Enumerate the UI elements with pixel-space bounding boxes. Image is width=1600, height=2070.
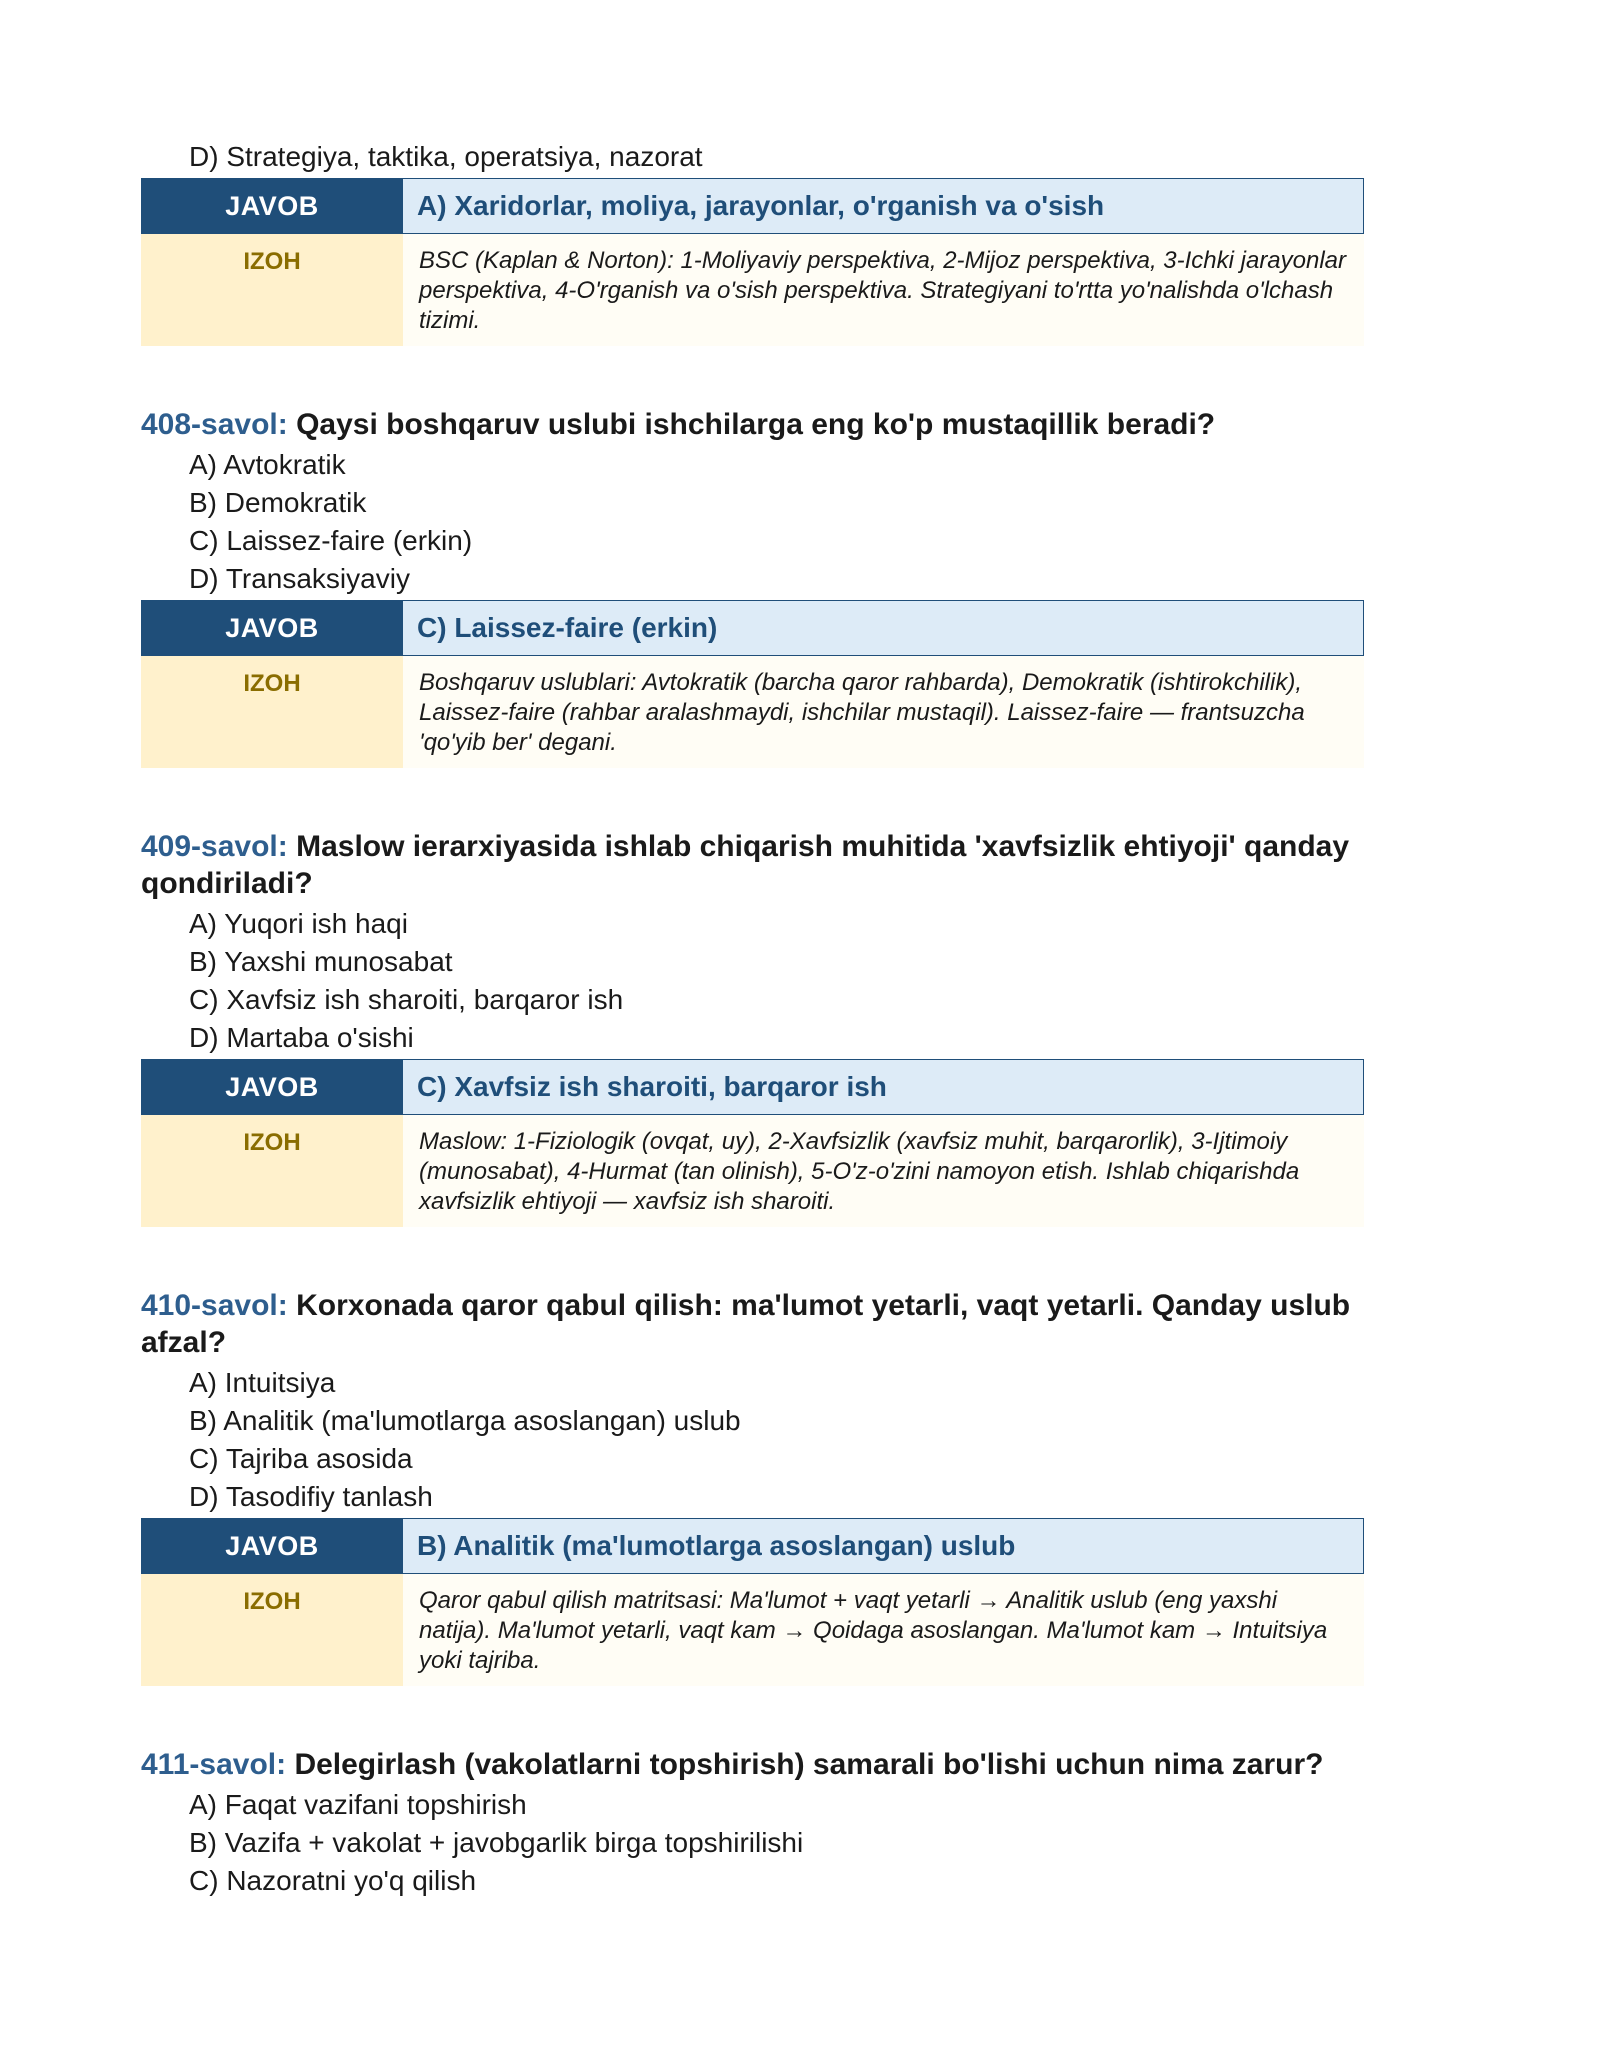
question-text: Maslow ierarxiyasida ishlab chiqarish muhitida 'xavfsizlik ehtiyoji' qanday qondiriladi?	[141, 830, 1350, 900]
javob-row	[141, 178, 1364, 234]
question-heading	[141, 828, 1431, 902]
javob-value: B) Analitik (ma'lumotlarga asoslangan) uslub	[403, 1518, 1364, 1574]
question-text: Delegirlash (vakolatlarni topshirish) samarali bo'lishi uchun nima zarur?	[294, 1748, 1324, 1781]
izoh-text: BSC (Kaplan & Norton): 1-Moliyaviy perspektiva, 2-Mijoz perspektiva, 3-Ichki jarayonlar perspektiva, 4-O'rganish va o'sish perspektiva. Strategiyani to'rtta yo'nalishda o'lchash tizimi.	[403, 234, 1364, 346]
javob-value: C) Laissez-faire (erkin)	[403, 600, 1364, 656]
answer-block	[141, 1518, 1364, 1686]
option-d: D) Strategiya, taktika, operatsiya, nazorat	[189, 141, 703, 172]
izoh-label: IZOH	[141, 656, 403, 768]
izoh-text: Maslow: 1-Fiziologik (ovqat, uy), 2-Xavfsizlik (xavfsiz muhit, barqarorlik), 3-Ijtimoiy (munosabat), 4-Hurmat (tan olinish), 5-O'z-o'zini namoyon etish. Ishlab chiqarishda xavfsizlik ehtiyoji — xavfsiz ish sharoiti.	[403, 1115, 1364, 1227]
option-c: C) Xavfsiz ish sharoiti, barqaror ish	[189, 984, 624, 1015]
option-b: B) Vazifa + vakolat + javobgarlik birga topshirilishi	[189, 1827, 804, 1858]
option-c: C) Laissez-faire (erkin)	[189, 525, 473, 556]
izoh-label: IZOH	[141, 1115, 403, 1227]
question-number: 410-savol:	[141, 1289, 288, 1322]
option-a: A) Intuitsiya	[189, 1367, 336, 1398]
option-d: D) Tasodifiy tanlash	[189, 1481, 433, 1512]
javob-value: C) Xavfsiz ish sharoiti, barqaror ish	[403, 1059, 1364, 1115]
option-b: B) Demokratik	[189, 487, 367, 518]
javob-row	[141, 1518, 1364, 1574]
question-number: 409-savol:	[141, 830, 288, 863]
option-d: D) Martaba o'sishi	[189, 1022, 414, 1053]
option-b: B) Analitik (ma'lumotlarga asoslangan) uslub	[189, 1405, 741, 1436]
question-heading	[141, 1287, 1431, 1361]
answer-block	[141, 178, 1364, 346]
answer-block	[141, 600, 1364, 768]
question-text: Qaysi boshqaruv uslubi ishchilarga eng ko'p mustaqillik beradi?	[296, 408, 1216, 441]
javob-label: JAVOB	[141, 1059, 403, 1115]
question-heading	[141, 406, 1431, 443]
izoh-label: IZOH	[141, 234, 403, 346]
javob-label: JAVOB	[141, 1518, 403, 1574]
option-b: B) Yaxshi munosabat	[189, 946, 453, 977]
option-c: C) Tajriba asosida	[189, 1443, 413, 1474]
izoh-row	[141, 1115, 1364, 1227]
javob-row	[141, 600, 1364, 656]
option-d: D) Transaksiyaviy	[189, 563, 410, 594]
option-c: C) Nazoratni yo'q qilish	[189, 1865, 477, 1896]
question-number: 411-savol:	[141, 1748, 287, 1781]
javob-label: JAVOB	[141, 600, 403, 656]
answer-block	[141, 1059, 1364, 1227]
javob-label: JAVOB	[141, 178, 403, 234]
izoh-text: Boshqaruv uslublari: Avtokratik (barcha qaror rahbarda), Demokratik (ishtirokchilik), Laissez-faire (rahbar aralashmaydi, ishchilar mustaqil). Laissez-faire — frantsuzcha 'qo'yib ber' degani.	[403, 656, 1364, 768]
izoh-label: IZOH	[141, 1574, 403, 1686]
option-a: A) Faqat vazifani topshirish	[189, 1789, 527, 1820]
option-a: A) Yuqori ish haqi	[189, 908, 408, 939]
question-number: 408-savol:	[141, 408, 288, 441]
izoh-row	[141, 656, 1364, 768]
javob-value: A) Xaridorlar, moliya, jarayonlar, o'rganish va o'sish	[403, 178, 1364, 234]
question-heading	[141, 1746, 1431, 1783]
izoh-row	[141, 1574, 1364, 1686]
izoh-row	[141, 234, 1364, 346]
option-a: A) Avtokratik	[189, 449, 346, 480]
document-page	[141, 138, 1461, 1900]
javob-row	[141, 1059, 1364, 1115]
izoh-text: Qaror qabul qilish matritsasi: Ma'lumot + vaqt yetarli → Analitik uslub (eng yaxshi natija). Ma'lumot yetarli, vaqt kam → Qoidaga asoslangan. Ma'lumot kam → Intuitsiya yoki tajriba.	[403, 1574, 1364, 1686]
question-text: Korxonada qaror qabul qilish: ma'lumot yetarli, vaqt yetarli. Qanday uslub afzal?	[141, 1289, 1351, 1359]
